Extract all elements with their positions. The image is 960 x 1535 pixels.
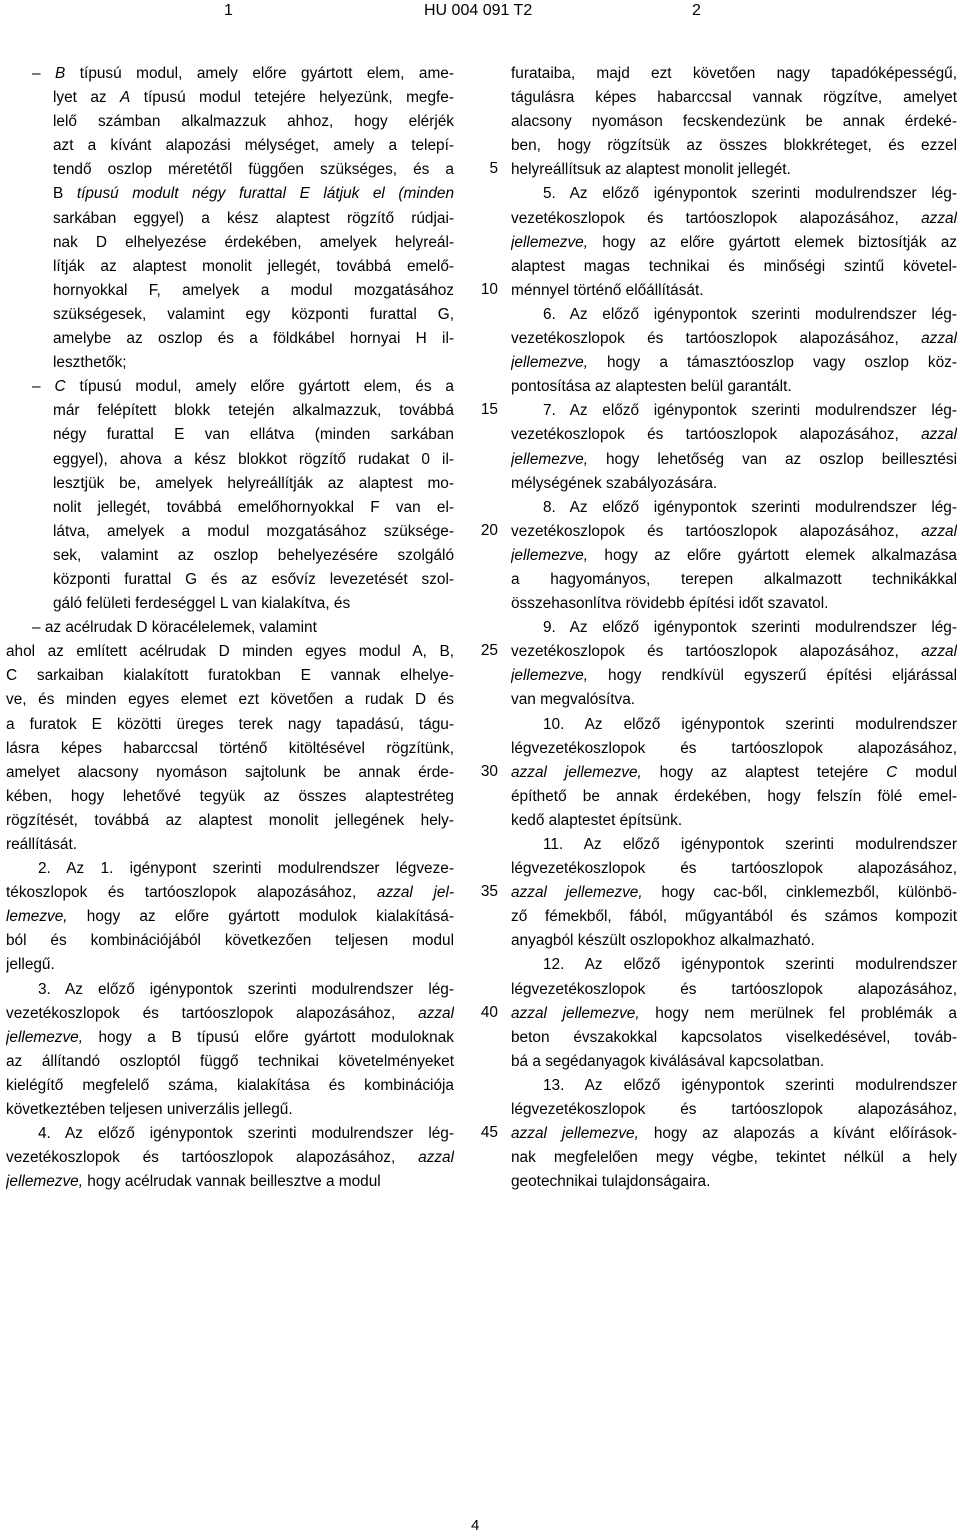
text-segment: lesztjük be, amelyek helyreállítják az alaptest mo-: [53, 474, 454, 492]
italic-segment: azzal jellemezve,: [511, 884, 643, 902]
text-segment: 9. Az előző igénypontok szerinti modulrendszer lég-: [543, 619, 957, 637]
italic-segment: lemezve,: [6, 908, 68, 926]
text-segment: amelyet alacsony nyomáson sajtolunk be annak érde-: [6, 763, 454, 781]
text-line: [511, 279, 957, 303]
text-segment: nak megfelelően megy végbe, tekintet nélkül a hely: [511, 1149, 957, 1167]
text-segment: nak D elhelyezése érdekében, amelyek helyreál-: [53, 233, 454, 251]
line-number: 20: [480, 521, 498, 539]
italic-segment: azzal jellemezve,: [511, 1004, 640, 1022]
text-line: [6, 737, 454, 761]
text-line: [511, 616, 957, 640]
text-line: [6, 1146, 454, 1170]
text-segment: 2. Az 1. igénypont szerinti modulrendszer légveze-: [38, 860, 454, 878]
text-segment: 12. Az előző igénypontok szerinti modulrendszer: [543, 956, 957, 974]
line-number: 10: [480, 280, 498, 298]
text-line: [6, 688, 454, 712]
text-segment: bá a segédanyagok kiválásával kapcsolatban.: [511, 1052, 825, 1070]
text-line: [6, 881, 454, 905]
text-segment: ménnyel történő előállítását.: [511, 281, 704, 299]
italic-segment: típusú modult négy furattal E látjuk el (minden: [63, 185, 454, 203]
text-line: [511, 929, 957, 953]
text-segment: alaptest magas technikai és minőségi szintű követel-: [511, 257, 957, 275]
text-segment: 13. Az előző igénypontok szerinti modulrendszer: [543, 1076, 957, 1094]
text-segment: 11. Az előző igénypontok szerinti modulrendszer: [543, 836, 957, 853]
text-segment: vezetékoszlopok és tartóoszlopok alapozásához,: [6, 1149, 419, 1167]
text-line: [511, 375, 957, 399]
text-segment: hogy az alaptest tetejére: [641, 763, 887, 781]
text-segment: van megvalósítva.: [511, 691, 636, 709]
text-segment: vezetékoszlopok és tartóoszlopok alapozásához,: [511, 643, 922, 661]
text-line: [6, 303, 454, 327]
text-segment: lítják az alaptest monolit jellegét, továbbá emelő-: [53, 257, 454, 275]
text-line: [6, 809, 454, 833]
text-line: [511, 761, 957, 785]
text-line: [511, 1050, 957, 1074]
patent-number: HU 004 091 T2: [424, 2, 533, 19]
text-line: [6, 1122, 454, 1146]
text-line: [511, 737, 957, 761]
text-line: [511, 303, 957, 327]
text-line: [511, 231, 957, 255]
text-segment: 10. Az előző igénypontok szerinti modulrendszer: [543, 715, 957, 733]
text-line: [6, 182, 454, 206]
text-line: [6, 953, 454, 977]
italic-segment: azzal jellemezve,: [511, 763, 642, 781]
text-segment: következtében teljesen univerzális jellegű.: [6, 1101, 293, 1119]
text-segment: hogy lehetőség van az oszlop beillesztési: [587, 450, 957, 468]
text-line: [511, 1026, 957, 1050]
text-segment: vezetékoszlopok és tartóoszlopok alapozásához,: [511, 426, 922, 444]
text-segment: légvezetékoszlopok és tartóoszlopok alapozásához,: [511, 980, 957, 998]
text-segment: hornyokkal F, amelyek a modul mozgatásához: [53, 281, 454, 299]
italic-segment: C: [886, 763, 898, 781]
text-segment: vezetékoszlopok és tartóoszlopok alapozásához,: [511, 522, 922, 540]
text-line: [6, 1170, 454, 1194]
text-line: [6, 158, 454, 182]
text-line: [511, 688, 957, 712]
text-line: [6, 785, 454, 809]
text-line: [6, 978, 454, 1002]
text-segment: négy furattal E van ellátva (minden sarkában: [53, 426, 454, 444]
text-segment: alacsony nyomáson fecskendezünk be annak érdeké-: [511, 113, 957, 131]
text-segment: tendő oszlop méretétől függően szükséges, és a: [53, 161, 454, 179]
text-segment: szükségesek, valamint egy központi furattal G,: [53, 305, 454, 323]
italic-segment: jellemezve,: [6, 1173, 83, 1191]
text-segment: ben, hogy rögzítsük az összes blokkréteget, és ezzel: [511, 137, 957, 155]
text-line: [6, 929, 454, 953]
text-line: [6, 857, 454, 881]
italic-segment: jellemezve,: [6, 1028, 83, 1046]
text-segment: hogy az előre gyártott modulok kialakításá-: [67, 908, 454, 926]
text-line: [6, 1026, 454, 1050]
text-line: [6, 640, 454, 664]
text-segment: reállítását.: [6, 836, 78, 853]
text-segment: geotechnikai tulajdonságaira.: [511, 1173, 711, 1191]
text-segment: hogy rendkívül egyszerű építési eljárással: [587, 667, 957, 685]
italic-segment: azzal: [921, 522, 957, 540]
text-line: [511, 953, 957, 977]
text-segment: tékoszlopok és tartóoszlopok alapozásához,: [6, 884, 377, 902]
line-number: 40: [480, 1003, 498, 1021]
line-number: 35: [480, 883, 498, 901]
text-line: [6, 664, 454, 688]
text-line: [511, 327, 957, 351]
text-segment: 3. Az előző igénypontok szerinti modulrendszer lég-: [38, 980, 454, 998]
page-header: [0, 0, 960, 40]
left-page-number: 1: [224, 2, 233, 19]
text-segment: gáló felületi ferdeséggel L van kialakítva, és: [53, 595, 351, 613]
text-segment: sarkában eggyel) a kész alaptest rögzítő rúdjai-: [53, 209, 454, 227]
text-segment: lásra képes habarccsal történő kitöltésével rögzítünk,: [6, 739, 454, 757]
italic-segment: B: [55, 65, 66, 82]
text-segment: típusú modul tetejére helyezünk, megfe-: [130, 89, 454, 107]
text-segment: lelő számban alkalmazzuk ahhoz, hogy elérjék: [53, 113, 454, 131]
italic-segment: azzal: [921, 330, 957, 348]
text-segment: ve, és minden egyes elemet ezt követően a rudak D és: [6, 691, 454, 709]
text-line: [6, 761, 454, 785]
text-line: [6, 568, 454, 592]
text-segment: –: [32, 378, 55, 396]
text-line: [6, 520, 454, 544]
text-line: [6, 231, 454, 255]
text-line: [511, 423, 957, 447]
text-segment: beton évszakokkal kapcsolatos viselkedésével, továb-: [511, 1028, 957, 1046]
line-number: 25: [480, 642, 498, 660]
text-segment: azt a kívánt alapozási mélységet, amely a telepí-: [53, 137, 454, 155]
text-line: [6, 496, 454, 520]
italic-segment: jellemezve,: [511, 354, 588, 372]
line-number: 15: [480, 401, 498, 419]
text-segment: pontosítása az alaptesten belül garantált.: [511, 378, 792, 396]
text-segment: légvezetékoszlopok és tartóoszlopok alapozásához,: [511, 739, 957, 757]
text-segment: – az acélrudak D köracélelemek, valamint: [32, 619, 317, 637]
text-segment: ból és kombinációjából következően teljesen modul: [6, 932, 454, 950]
text-segment: hogy nem merülnek fel problémák a: [639, 1004, 957, 1022]
footer-page-number: 4: [471, 1517, 480, 1534]
text-line: [511, 785, 957, 809]
text-line: [6, 62, 454, 86]
text-line: [511, 207, 957, 231]
text-segment: vezetékoszlopok és tartóoszlopok alapozásához,: [511, 209, 922, 227]
text-segment: mélységének szabályozására.: [511, 474, 718, 492]
text-line: [6, 207, 454, 231]
text-segment: vezetékoszlopok és tartóoszlopok alapozásához,: [511, 330, 922, 348]
text-line: [511, 472, 957, 496]
text-segment: modul: [897, 763, 957, 781]
text-line: [6, 255, 454, 279]
text-line: [6, 1050, 454, 1074]
text-segment: látva, amelyek a modul mozgatásához szüksége-: [53, 522, 454, 540]
text-line: [6, 544, 454, 568]
text-segment: anyagból készült oszlopokhoz alkalmazható.: [511, 932, 815, 950]
italic-segment: jellemezve,: [511, 233, 588, 251]
text-segment: nolit jellegét, továbbá emelőhornyokkal F van el-: [53, 498, 454, 516]
italic-segment: azzal jellemezve,: [511, 1125, 639, 1143]
text-line: [511, 134, 957, 158]
text-segment: hogy cac-ből, cinklemezből, különbö-: [642, 884, 957, 902]
text-line: [511, 1146, 957, 1170]
italic-segment: A: [120, 89, 131, 107]
line-number: 5: [489, 160, 498, 178]
text-line: [511, 1122, 957, 1146]
text-line: [6, 448, 454, 472]
text-line: [511, 496, 957, 520]
text-line: [511, 568, 957, 592]
text-segment: 7. Az előző igénypontok szerinti modulrendszer lég-: [543, 402, 957, 420]
text-segment: jellegű.: [6, 956, 55, 974]
text-segment: 4. Az előző igénypontok szerinti modulrendszer lég-: [38, 1125, 454, 1143]
text-segment: a furatok E közötti üreges terek nagy tapadású, tágu-: [6, 715, 454, 733]
text-line: [511, 520, 957, 544]
text-segment: légvezetékoszlopok és tartóoszlopok alapozásához,: [511, 1101, 957, 1119]
italic-segment: azzal: [418, 1149, 454, 1167]
text-segment: lyet az: [53, 89, 121, 107]
text-line: [6, 86, 454, 110]
text-segment: eggyel), ahova a kész blokkot rögzítő rudakat 0 il-: [53, 450, 454, 468]
text-line: [511, 1002, 957, 1026]
text-line: [511, 62, 957, 86]
text-line: [6, 279, 454, 303]
text-segment: C sarkaiban kialakított furatokban E vannak elhelye-: [6, 667, 454, 685]
text-line: [6, 713, 454, 737]
text-segment: összehasonlítva rövidebb építési időt szavatol.: [511, 595, 829, 613]
text-line: [511, 809, 957, 833]
text-line: [511, 110, 957, 134]
text-line: [6, 905, 454, 929]
text-line: [511, 255, 957, 279]
text-segment: már felépített blokk tetején alkalmazzuk, továbbá: [53, 402, 454, 420]
text-line: [6, 616, 454, 640]
right-column: [511, 62, 957, 1194]
text-segment: típusú modul, amely előre gyártott elem, és a: [65, 378, 454, 396]
text-line: [511, 640, 957, 664]
italic-segment: jellemezve,: [511, 667, 588, 685]
text-segment: leszthetők;: [53, 354, 127, 372]
text-line: [6, 134, 454, 158]
text-line: [6, 351, 454, 375]
text-segment: sek, valamint az oszlop behelyezésére szolgáló: [53, 546, 454, 564]
text-line: [6, 423, 454, 447]
text-segment: hogy a B típusú előre gyártott moduloknak: [82, 1028, 454, 1046]
italic-segment: azzal: [921, 643, 957, 661]
text-line: [511, 905, 957, 929]
italic-segment: azzal: [921, 426, 957, 444]
text-line: [511, 978, 957, 1002]
text-line: [511, 1098, 957, 1122]
text-segment: központi furattal G és az esővíz levezetését szol-: [53, 570, 454, 588]
text-line: [511, 158, 957, 182]
text-line: [6, 327, 454, 351]
text-line: [6, 375, 454, 399]
text-line: [511, 1074, 957, 1098]
text-segment: B: [53, 185, 64, 203]
text-segment: 5. Az előző igénypontok szerinti modulrendszer lég-: [543, 185, 957, 203]
text-line: [6, 1002, 454, 1026]
text-segment: kedő alaptestet építsünk.: [511, 811, 683, 829]
text-line: [511, 664, 957, 688]
text-segment: tágulásra képes habarccsal vannak rögzítve, amelyet: [511, 89, 957, 107]
italic-segment: jellemezve,: [511, 546, 588, 564]
text-line: [6, 1074, 454, 1098]
text-segment: az állítandó oszloptól függő technikai követelményeket: [6, 1052, 454, 1070]
text-line: [6, 110, 454, 134]
right-page-number: 2: [692, 2, 701, 19]
italic-segment: azzal: [418, 1004, 454, 1022]
text-line: [511, 544, 957, 568]
text-segment: típusú modul, amely előre gyártott elem, ame-: [65, 65, 454, 82]
text-segment: vezetékoszlopok és tartóoszlopok alapozásához,: [6, 1004, 419, 1022]
text-line: [6, 592, 454, 616]
text-segment: amelybe az oszlop és a földkábel hornyai H il-: [53, 330, 454, 348]
text-line: [511, 351, 957, 375]
text-segment: kielégítő megfelelő száma, kialakítása és kombinációja: [6, 1076, 454, 1094]
text-segment: légvezetékoszlopok és tartóoszlopok alapozásához,: [511, 860, 957, 878]
text-segment: furataiba, majd ezt követően nagy tapadóképességű,: [511, 65, 957, 82]
text-line: [6, 472, 454, 496]
text-segment: hogy a támasztóoszlop vagy oszlop köz-: [587, 354, 957, 372]
text-segment: építhető be annak érdekében, hogy felszín fölé emel-: [511, 787, 957, 805]
italic-segment: azzal: [921, 209, 957, 227]
line-number: 30: [480, 762, 498, 780]
text-segment: hogy az alapozás a kívánt előírások-: [638, 1125, 957, 1143]
text-line: [511, 448, 957, 472]
italic-segment: azzal jel-: [376, 884, 454, 902]
text-segment: helyreállítsuk az alaptest monolit jellegét.: [511, 161, 791, 179]
text-line: [511, 86, 957, 110]
text-segment: hogy az előre gyártott elemek biztosítják az: [587, 233, 957, 251]
text-line: [511, 1170, 957, 1194]
text-line: [511, 833, 957, 857]
text-line: [511, 399, 957, 423]
italic-segment: jellemezve,: [511, 450, 588, 468]
text-segment: kében, hogy lehetővé tegyük az összes alaptestréteg: [6, 787, 454, 805]
text-segment: 8. Az előző igénypontok szerinti modulrendszer lég-: [543, 498, 957, 516]
text-line: [6, 399, 454, 423]
text-segment: hogy acélrudak vannak beillesztve a modul: [82, 1173, 381, 1191]
text-line: [6, 833, 454, 857]
text-segment: hogy az előre gyártott elemek alkalmazása: [587, 546, 957, 564]
text-line: [511, 713, 957, 737]
text-segment: ző fémekből, fából, műgyantából és számos kompozit: [511, 908, 957, 926]
text-line: [511, 857, 957, 881]
text-segment: ahol az említett acélrudak D minden egyes modul A, B,: [6, 643, 454, 661]
text-line: [6, 1098, 454, 1122]
text-segment: rögzítését, továbbá az alaptest monolit jellegének hely-: [6, 811, 454, 829]
left-column: [6, 62, 454, 1194]
text-line: [511, 592, 957, 616]
text-line: [511, 182, 957, 206]
text-segment: a hagyományos, terepen alkalmazott technikákkal: [511, 570, 957, 588]
line-number: 45: [480, 1124, 498, 1142]
text-segment: –: [32, 65, 56, 82]
text-segment: 6. Az előző igénypontok szerinti modulrendszer lég-: [543, 305, 957, 323]
text-line: [511, 881, 957, 905]
italic-segment: C: [54, 378, 66, 396]
